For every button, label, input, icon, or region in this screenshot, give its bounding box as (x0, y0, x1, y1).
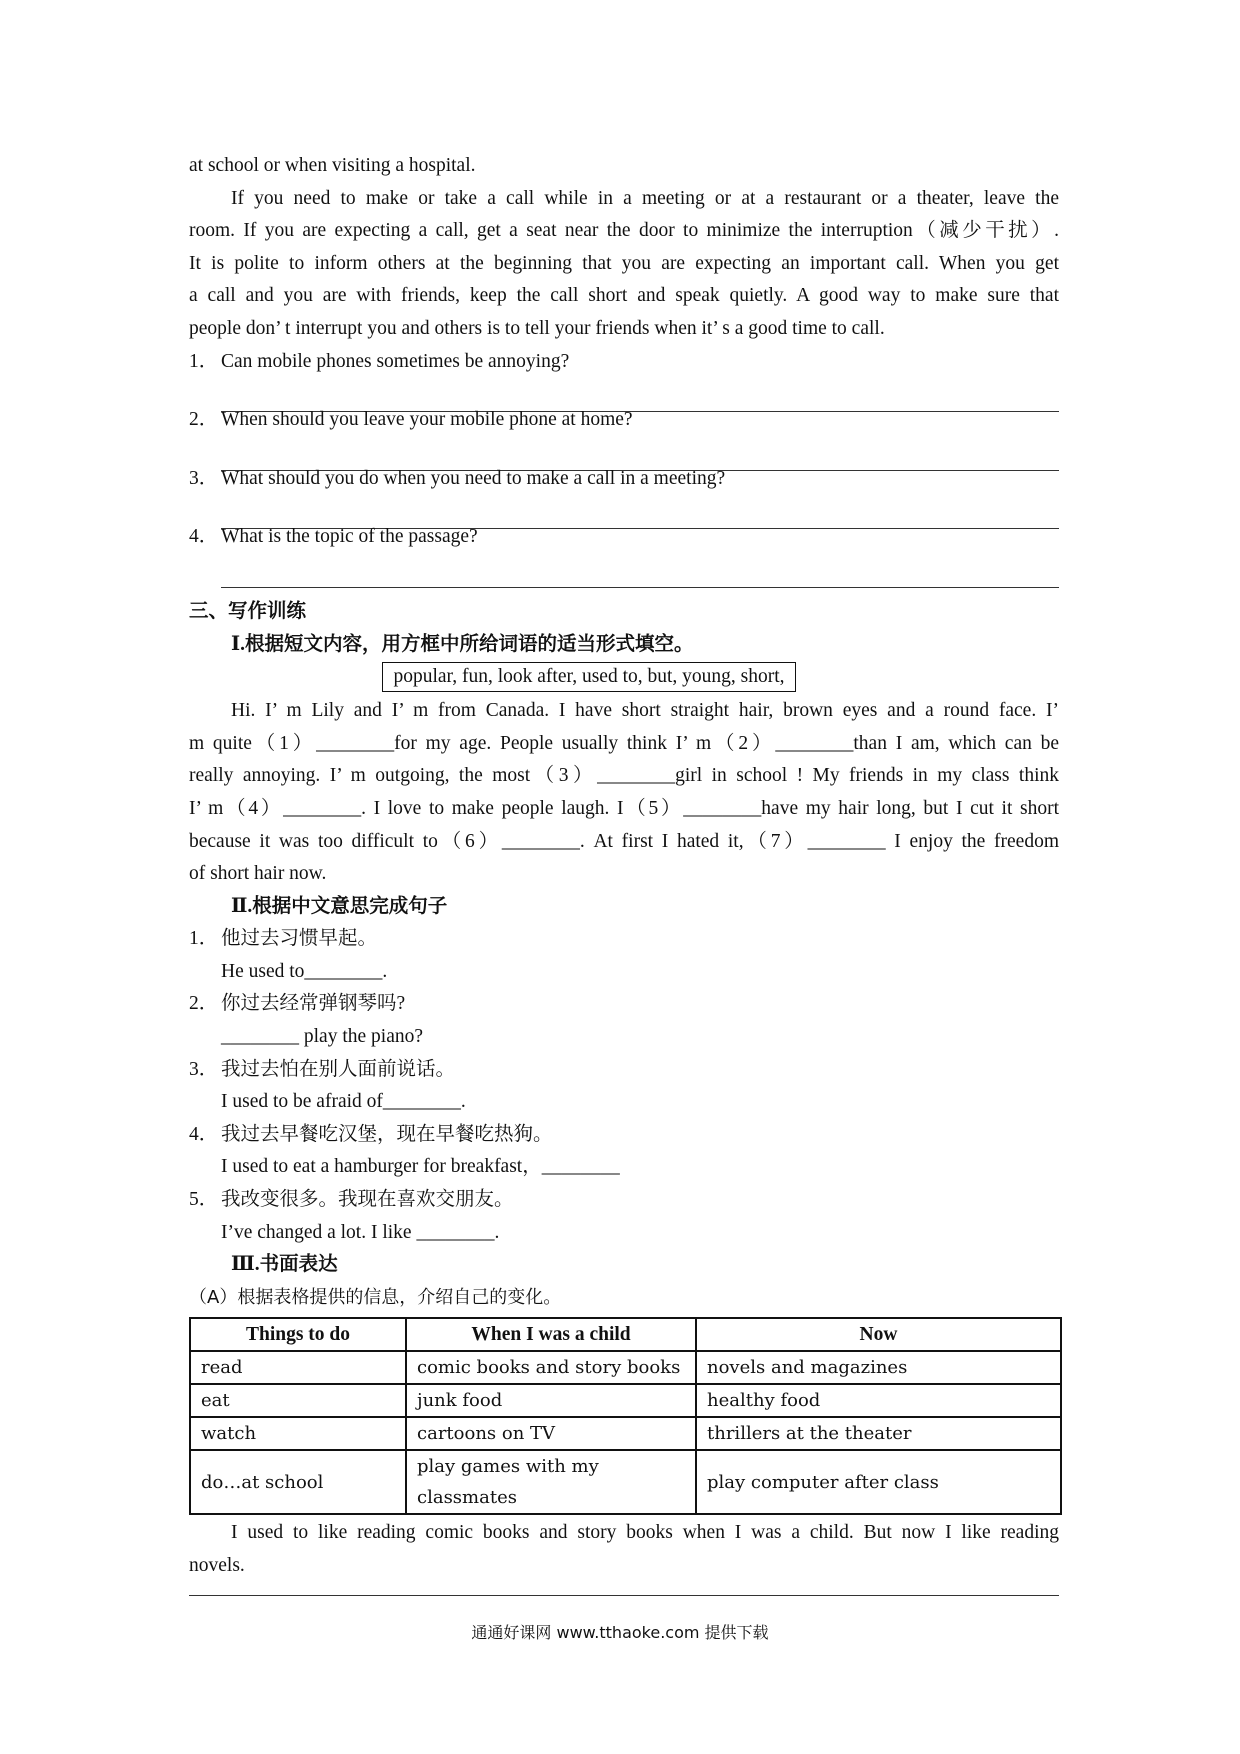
question-item (189, 463, 1059, 496)
cloze-line: m quite（1）________for my age. People usually think I’ m（2）________than I am, which can be (189, 732, 1059, 754)
english-sentence[interactable]: I used to be afraid of________. (221, 1091, 466, 1113)
table-cell: do…at school (190, 1450, 406, 1514)
english-sentence[interactable]: ________ play the piano? (221, 1026, 423, 1048)
para-line: room. If you are expecting a call, get a seat near the door to minimize the interruption（减少干扰）. (189, 220, 1059, 242)
table-cell: comic books and story books (406, 1351, 696, 1384)
table-row (190, 1351, 1061, 1384)
writing-heading: 三、写作训练 (189, 600, 307, 622)
question-item (189, 346, 1059, 379)
part1-heading: Ⅰ.根据短文内容，用方框中所给词语的适当形式填空。 (231, 633, 694, 655)
word-box: popular, fun, look after, used to, but, young, short, (382, 662, 795, 692)
worksheet-page (189, 150, 1059, 1583)
reading-continuation: at school or when visiting a hospital. (189, 155, 476, 176)
part2-heading: Ⅱ.根据中文意思完成句子 (231, 895, 448, 917)
table-row (190, 1384, 1061, 1417)
part3-instruction: （A）根据表格提供的信息，介绍自己的变化。 (189, 1286, 562, 1308)
question-number: 2． (189, 409, 219, 431)
question-text: Can mobile phones sometimes be annoying? (221, 350, 570, 372)
answer-line[interactable] (221, 554, 1059, 588)
question-item (189, 521, 1059, 554)
translation-item (189, 988, 1059, 1021)
table-row (190, 1417, 1061, 1450)
english-sentence[interactable]: I used to eat a hamburger for breakfast，________ (221, 1156, 620, 1178)
table-header-row (190, 1318, 1061, 1351)
cloze-line: Hi. I’ m Lily and I’ m from Canada. I have short straight hair, brown eyes and a round face. I’ (231, 700, 1059, 722)
table-cell: novels and magazines (696, 1351, 1061, 1384)
translation-item (189, 1054, 1059, 1087)
column-header: When I was a child (406, 1318, 696, 1351)
translation-item (189, 923, 1059, 956)
chinese-sentence: 我过去早餐吃汉堡，现在早餐吃热狗。 (221, 1123, 553, 1145)
column-header: Things to do (190, 1318, 406, 1351)
item-number: 4． (189, 1123, 219, 1145)
item-number: 5． (189, 1189, 219, 1211)
table-cell: watch (190, 1417, 406, 1450)
table-cell: healthy food (696, 1384, 1061, 1417)
translation-list (189, 923, 1059, 1249)
reading-paragraph (189, 183, 1059, 346)
table-cell: thrillers at the theater (696, 1417, 1061, 1450)
footer-divider (189, 1595, 1059, 1596)
table-cell: eat (190, 1384, 406, 1417)
item-number: 1． (189, 928, 219, 950)
table-cell: read (190, 1351, 406, 1384)
item-number: 2． (189, 993, 219, 1015)
sample-text-line: novels. (189, 1555, 245, 1576)
changes-table (189, 1317, 1062, 1515)
cloze-line: really annoying. I’ m outgoing, the most（3）________girl in school ! My friends in my class think (189, 765, 1059, 787)
chinese-sentence: 我改变很多。我现在喜欢交朋友。 (221, 1189, 514, 1211)
word-box-row (189, 661, 1059, 695)
item-number: 3． (189, 1058, 219, 1080)
cloze-paragraph (189, 695, 1059, 891)
translation-item (189, 1184, 1059, 1217)
para-line: It is polite to inform others at the beginning that you are expecting an important call. When you get (189, 252, 1059, 274)
question-list (189, 346, 1059, 588)
question-item (189, 404, 1059, 437)
cloze-line: because it was too difficult to（6）________. At first I hated it,（7）________ I enjoy the freedom (189, 830, 1059, 852)
column-header: Now (696, 1318, 1061, 1351)
table-cell: cartoons on TV (406, 1417, 696, 1450)
question-text: What should you do when you need to make a call in a meeting? (221, 467, 726, 489)
english-sentence[interactable]: I’ve changed a lot. I like ________. (221, 1221, 500, 1243)
para-line: people don’ t interrupt you and others is to tell your friends when it’ s a good time to call. (189, 317, 885, 339)
question-number: 4． (189, 526, 219, 548)
question-text: When should you leave your mobile phone at home? (221, 409, 633, 431)
footer-text: 通通好课网 www.tthaoke.com 提供下载 (471, 1623, 769, 1642)
sample-text-line: I used to like reading comic books and story books when I was a child. But now I like reading (231, 1522, 1059, 1544)
table-cell: play computer after class (696, 1450, 1061, 1514)
table-cell: junk food (406, 1384, 696, 1417)
english-sentence[interactable]: He used to________. (221, 960, 388, 982)
chinese-sentence: 你过去经常弹钢琴吗? (221, 993, 406, 1015)
question-number: 1． (189, 350, 219, 372)
question-text: What is the topic of the passage? (221, 526, 478, 548)
question-number: 3． (189, 467, 219, 489)
part3-heading: Ⅲ.书面表达 (231, 1254, 338, 1276)
para-line: If you need to make or take a call while in a meeting or at a restaurant or a theater, leave the (231, 187, 1059, 209)
table-row (190, 1450, 1061, 1514)
cloze-line: of short hair now. (189, 863, 327, 885)
cloze-line: I’ m（4）________. I love to make people laugh. I（5）________have my hair long, but I cut it short (189, 797, 1059, 819)
table-cell: play games with my classmates (406, 1450, 696, 1514)
chinese-sentence: 我过去怕在别人面前说话。 (221, 1058, 456, 1080)
para-line: a call and you are with friends, keep the call short and speak quietly. A good way to make sure that (189, 285, 1059, 307)
translation-item (189, 1119, 1059, 1152)
chinese-sentence: 他过去习惯早起。 (221, 928, 378, 950)
